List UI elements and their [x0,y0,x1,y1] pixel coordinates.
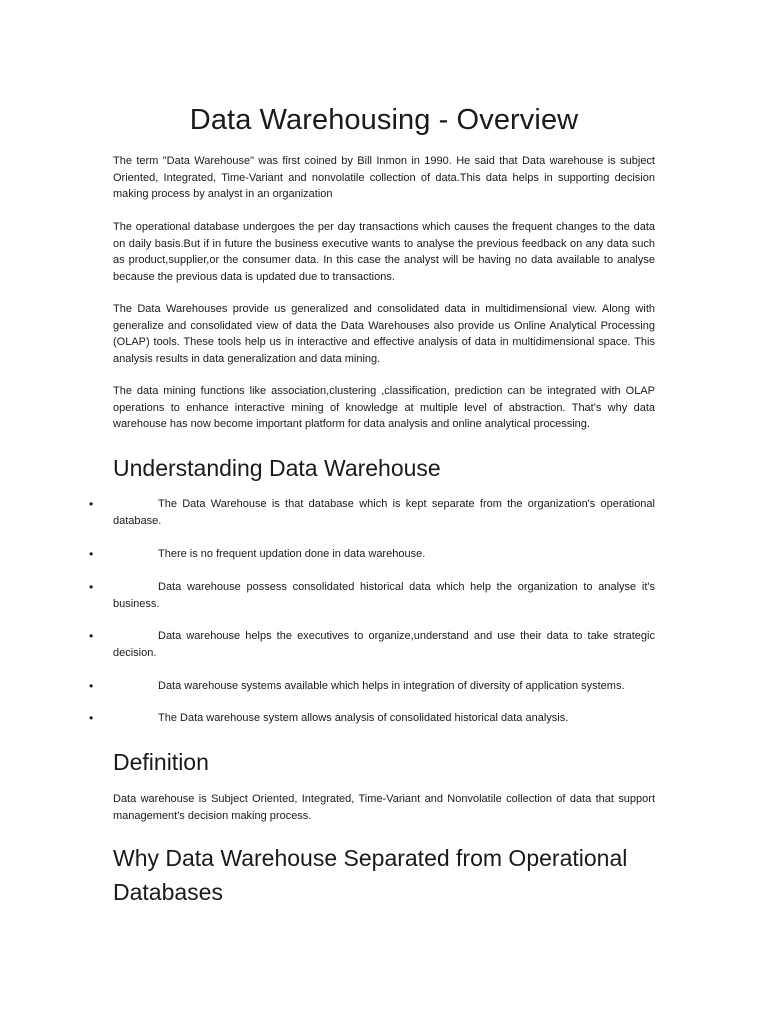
intro-paragraph-2: The operational database undergoes the per day transactions which causes the frequent changes to the data on daily basis.But if in future the business executive wants to analyse the previous feedback on any data such as product,supplier,or the consumer data. In this case the analyst will be having no data available to analyse because the previous data is updated due to transactions. [113,221,655,283]
page-title: Data Warehousing - Overview [189,104,579,136]
list-item [89,579,655,613]
understanding-heading: Understanding Data Warehouse [113,455,441,481]
list-item-text: Data warehouse helps the executives to organize,understand and use their data to take strategic decision. [113,630,655,659]
intro-paragraph-1: The term "Data Warehouse" was first coined by Bill Inmon in 1990. He said that Data warehouse is subject Oriented, Integrated, Time-Variant and nonvolatile collection of data.This data helps in supporting decision making process by analyst in an organization [113,155,655,201]
list-item-text: The Data warehouse system allows analysis of consolidated historical data analysis. [158,712,569,724]
list-item-text: The Data Warehouse is that database which is kept separate from the organization's operational database. [113,498,655,527]
list-item [89,710,655,727]
list-item-text: Data warehouse systems available which helps in integration of diversity of application systems. [158,680,625,692]
definition-heading: Definition [113,749,209,775]
list-item [89,546,655,563]
bullet-icon: • [89,711,94,725]
intro-paragraph-4: The data mining functions like association,clustering ,classification, prediction can be integrated with OLAP operations to enhance interactive mining of knowledge at multiple level of abstraction. That's why data warehouse has now become important platform for data analysis and online analytical processing. [113,385,655,431]
list-item [89,496,655,530]
list-item [89,628,655,662]
definition-paragraph: Data warehouse is Subject Oriented, Integrated, Time-Variant and Nonvolatile collection of data that support management's decision making process. [113,793,655,822]
bullet-icon: • [89,679,94,693]
bullet-icon: • [89,547,94,561]
bullet-icon: • [89,497,94,511]
intro-paragraph-3: The Data Warehouses provide us generalized and consolidated data in multidimensional view. Along with generalize and consolidated view of data the Data Warehouses also provide us Online Analytical Processing (OLAP) tools. These tools help us in interactive and effective analysis of data in multidimensional space. This analysis results in data generalization and data mining. [113,303,655,365]
list-item [89,678,655,695]
why-separated-heading: Why Data Warehouse Separated from Operational Databases [113,845,628,905]
list-item-text: Data warehouse possess consolidated historical data which help the organization to analyse it's business. [113,581,655,610]
bullet-icon: • [89,580,94,594]
bullet-icon: • [89,629,94,643]
list-item-text: There is no frequent updation done in data warehouse. [158,548,426,560]
